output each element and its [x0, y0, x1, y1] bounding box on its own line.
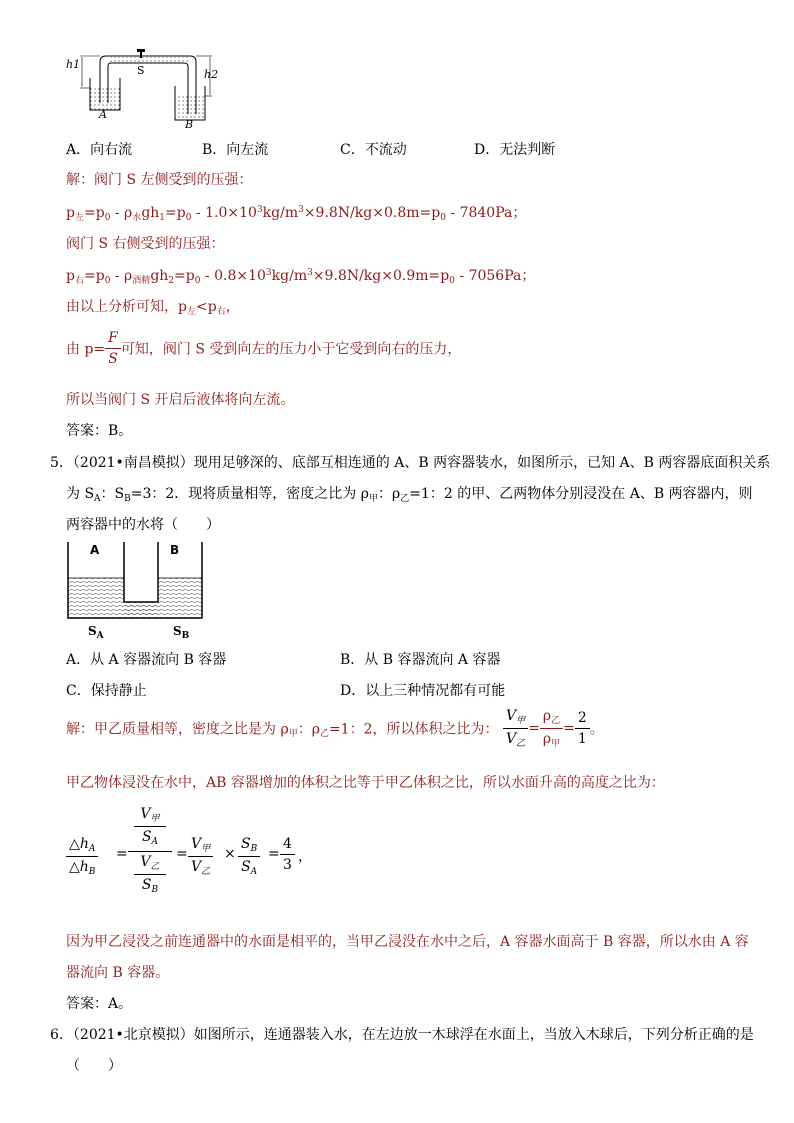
container-b-label: B	[170, 543, 180, 557]
q4-sol-line6: 由 p= $\frac{F}{S}$ 可知，阀门 S 受到向左的压力小于它受到向右的压力，	[66, 330, 462, 367]
q5-stem-line2: 为 $S_A$：$S_B=3$：2．现将质量相等，密度之比为 $\rho_甲$：$\rho_乙=1$：2 的甲、乙两物体分别浸没在 A、B 两容器内，则	[66, 486, 753, 504]
q5-stem-line3: 两容器中的水将（ ）	[66, 517, 220, 533]
q5-sol-line1: 解：甲乙质量相等，密度之比是为 $\rho_甲$：$\rho_乙=1$：2，所以体积之比为： $\frac{V_甲}{V_乙}$ = $\frac{\rho_乙}{\rho_甲}$ = $\frac{2}{1}$ 。	[66, 708, 604, 749]
complex-fraction: $V_甲$ $S_A$ $V_乙$ $S_B$	[128, 804, 172, 897]
container-a-label: A	[90, 543, 100, 557]
q4-sol-line2: $p_左=p_0 - \rho_水gh_1=p_0 - 1.0\times 10^3kg/m^3\times 9.8N/kg\times 0.8m=p_0 - 7840Pa$；	[66, 205, 527, 223]
q4-option-b: B．向左流	[202, 142, 269, 158]
connected-containers-figure	[64, 540, 204, 624]
fraction-v-ratio-2: $V_甲$ $V_乙$	[188, 834, 213, 879]
q4-option-d: D．无法判断	[474, 142, 556, 158]
q5-option-b: B．从 B 容器流向 A 容器	[340, 652, 501, 668]
q5-answer: 答案：A。	[66, 996, 133, 1012]
fraction-2-over-1: $\frac{2}{1}$	[575, 708, 590, 749]
sa-label: $S_A$	[88, 624, 104, 641]
fraction-s-ratio: $\frac{S_B}{S_A}$	[238, 834, 260, 879]
h2-label: h2	[204, 68, 219, 81]
fraction-4-over-3: $\frac{4}{3}$	[280, 834, 295, 875]
q4-answer: 答案：B。	[66, 423, 133, 439]
q4-option-a: A．向右流	[66, 142, 133, 158]
beaker-b-label: B	[185, 118, 194, 131]
q4-sol-line7: 所以当阀门 S 开启后液体将向左流。	[66, 392, 295, 408]
q6-stem-line2: （ ）	[66, 1058, 122, 1074]
q5-sol-line4: 器流向 B 容器。	[66, 965, 170, 981]
h1-label: h1	[66, 58, 81, 71]
q5-option-d: D．以上三种情况都有可能	[340, 683, 506, 699]
q5-stem-line1: 5．（2021•南昌模拟）现用足够深的、底部互相连通的 A、B 两容器装水，如图所示，已知 A、B 两容器底面积关系	[50, 455, 771, 471]
q4-sol-line4: $p_右=p_0 - \rho_{酒精}gh_2=p_0 - 0.8\times 10^3kg/m^3\times 9.8N/kg\times 0.9m=p_0 - 7056Pa$；	[66, 268, 536, 286]
q4-sol-line3: 阀门 S 右侧受到的压强：	[66, 236, 225, 252]
fraction-rho-ratio: $\frac{\rho_乙}{\rho_甲}$	[540, 706, 563, 751]
beaker-a-label: A	[99, 108, 107, 121]
height-ratio-equation: $\frac{\triangle h_A}{\triangle h_B}$ = $V_甲$ $S_A$ $V_乙$ $S_B$ = $V_甲$ $V_乙$ × $\frac{S_B}{S_A}$ = $\frac{4}{3}$ ，	[66, 804, 326, 916]
q4-sol-line1: 解：阀门 S 左侧受到的压强：	[66, 172, 253, 188]
fraction-v-ratio: $\frac{V_甲}{V_乙}$	[503, 706, 528, 751]
fraction-f-over-s: $\frac{F}{S}$	[105, 328, 121, 369]
q5-option-c: C．保持静止	[66, 683, 147, 699]
q5-option-a: A．从 A 容器流向 B 容器	[66, 652, 227, 668]
q5-sol-line2: 甲乙物体浸没在水中，AB 容器增加的体积之比等于甲乙体积之比，所以水面升高的高度之比为：	[66, 775, 665, 791]
q5-sol-line3: 因为甲乙浸没之前连通器中的水面是相平的，当甲乙浸没在水中之后，A 容器水面高于 B 容器，所以水由 A 容	[66, 934, 749, 950]
fraction-delta-h: $\frac{\triangle h_A}{\triangle h_B}$	[66, 834, 98, 879]
q6-stem-line1: 6．（2021•北京模拟）如图所示，连通器装入水，在左边放一木球浮在水面上，当放入木球后，下列分析正确的是	[50, 1027, 754, 1043]
siphon-figure	[62, 48, 222, 134]
valve-label: S	[137, 64, 145, 77]
sb-label: $S_B$	[173, 624, 190, 641]
q4-sol-line5: 由以上分析可知，$p_左<p_右$，	[66, 299, 240, 317]
q4-option-c: C．不流动	[340, 142, 407, 158]
